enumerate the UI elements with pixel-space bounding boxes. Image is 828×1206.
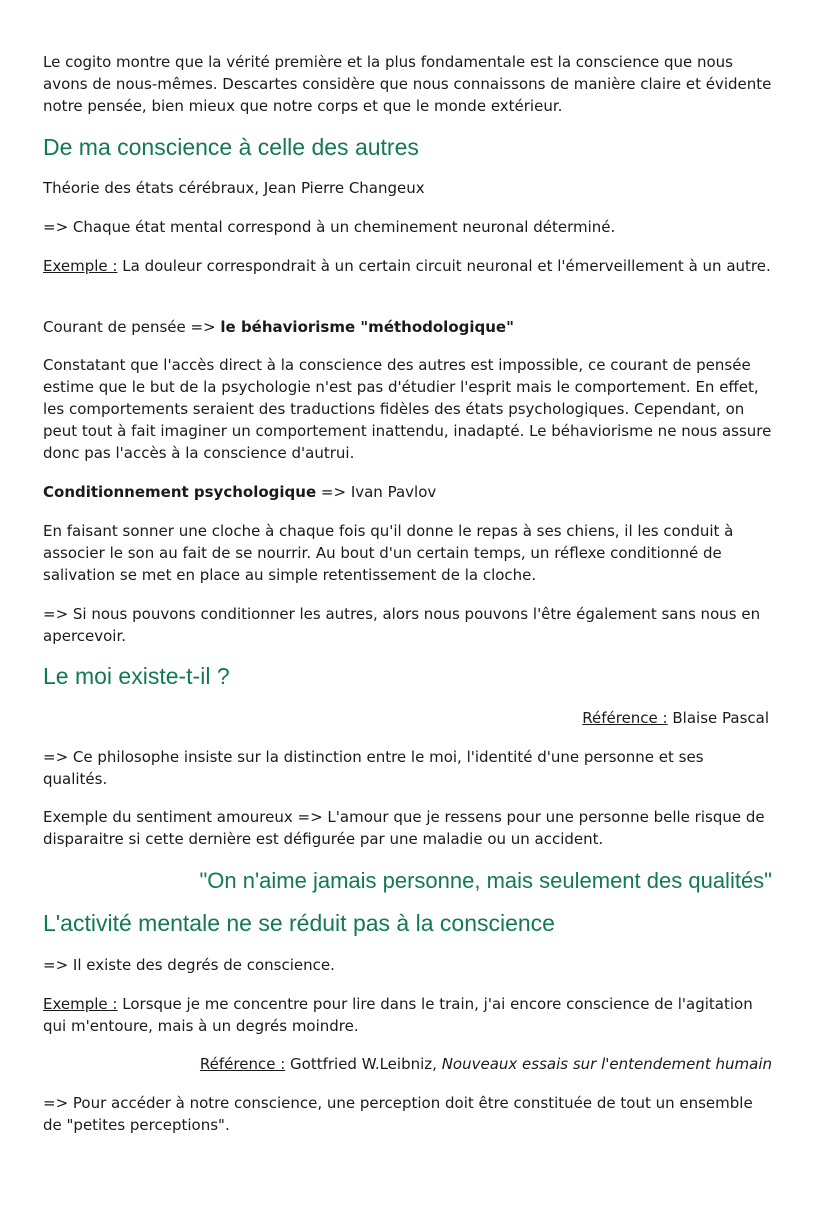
pascal-quote: "On n'aime jamais personne, mais seulement des qualités" — [199, 868, 772, 893]
example-label: Exemple : — [43, 257, 118, 275]
current-name: le béhaviorisme "méthodologique" — [220, 318, 514, 336]
reference-label: Référence : — [582, 709, 668, 727]
reference-work: Nouveaux essais sur l'entendement humain — [441, 1055, 772, 1073]
example-label: Exemple : — [43, 995, 118, 1013]
section-heading-moi: Le moi existe-t-il ? — [43, 663, 230, 689]
current-line — [43, 316, 772, 338]
theory-point: => Chaque état mental correspond à un cheminement neuronal déterminé. — [43, 218, 616, 236]
reference-label: Référence : — [199, 1055, 286, 1073]
love-example: Exemple du sentiment amoureux => L'amour que je ressens pour une personne belle risque de disparaitre si cette dernière est défigurée par une maladie ou un accident. — [43, 808, 765, 848]
current-prefix: Courant de pensée => — [43, 318, 221, 336]
example-paragraph-1 — [43, 255, 772, 277]
reference-author: Gottfried W.Leibniz, — [285, 1055, 442, 1073]
section-heading-consciousness-of-others: De ma conscience à celle des autres — [43, 134, 419, 160]
example-text: Lorsque je me concentre pour lire dans le train, j'ai encore conscience de l'agitation qui m'entoure, mais à un degrés moindre. — [43, 995, 753, 1035]
pascal-point: => Ce philosophe insiste sur la distinction entre le moi, l'identité d'une personne et ses qualités. — [43, 748, 704, 788]
reference-leibniz — [43, 1053, 772, 1075]
perceptions-conclusion: => Pour accéder à notre conscience, une perception doit être constituée de tout un ensemble de "petites perceptions". — [43, 1094, 753, 1134]
conditioning-conclusion: => Si nous pouvons conditionner les autres, alors nous pouvons l'être également sans nous en apercevoir. — [43, 605, 761, 645]
section-heading-mental-activity: L'activité mentale ne se réduit pas à la conscience — [43, 910, 555, 936]
example-text: La douleur correspondrait à un certain circuit neuronal et l'émerveillement à un autre. — [117, 257, 771, 275]
example-paragraph-2 — [43, 993, 772, 1037]
reference-pascal — [43, 707, 769, 729]
degrees-point: => Il existe des degrés de conscience. — [43, 956, 335, 974]
pavlov-paragraph: En faisant sonner une cloche à chaque fois qu'il donne le repas à ses chiens, il les conduit à associer le son au fait de se nourrir. Au bout d'un certain temps, un réflexe conditionné de salivation se met en place au simple retentissement de la cloche. — [43, 522, 734, 584]
conditioning-suffix: => Ivan Pavlov — [316, 483, 437, 501]
conditioning-line — [43, 481, 772, 503]
intro-paragraph: Le cogito montre que la vérité première et la plus fondamentale est la conscience que nous avons de nous-mêmes. Descartes considère que nous connaissons de manière claire et évidente notre pensée, bien mieux que notre corps et que le monde extérieur. — [43, 53, 772, 115]
conditioning-label: Conditionnement psychologique — [43, 483, 317, 501]
reference-text: Blaise Pascal — [667, 709, 769, 727]
behaviorism-paragraph: Constatant que l'accès direct à la conscience des autres est impossible, ce courant de pensée estime que le but de la psychologie n'est pas d'étudier l'esprit mais le comportement. En effet, les comportements seraient des traductions fidèles des états psychologiques. Cependant, on peut tout à fait imaginer un comportement inattendu, inadapté. Le béhaviorisme ne nous assure donc pas l'accès à la conscience d'autrui. — [43, 356, 772, 462]
theory-line: Théorie des états cérébraux, Jean Pierre Changeux — [43, 179, 425, 197]
